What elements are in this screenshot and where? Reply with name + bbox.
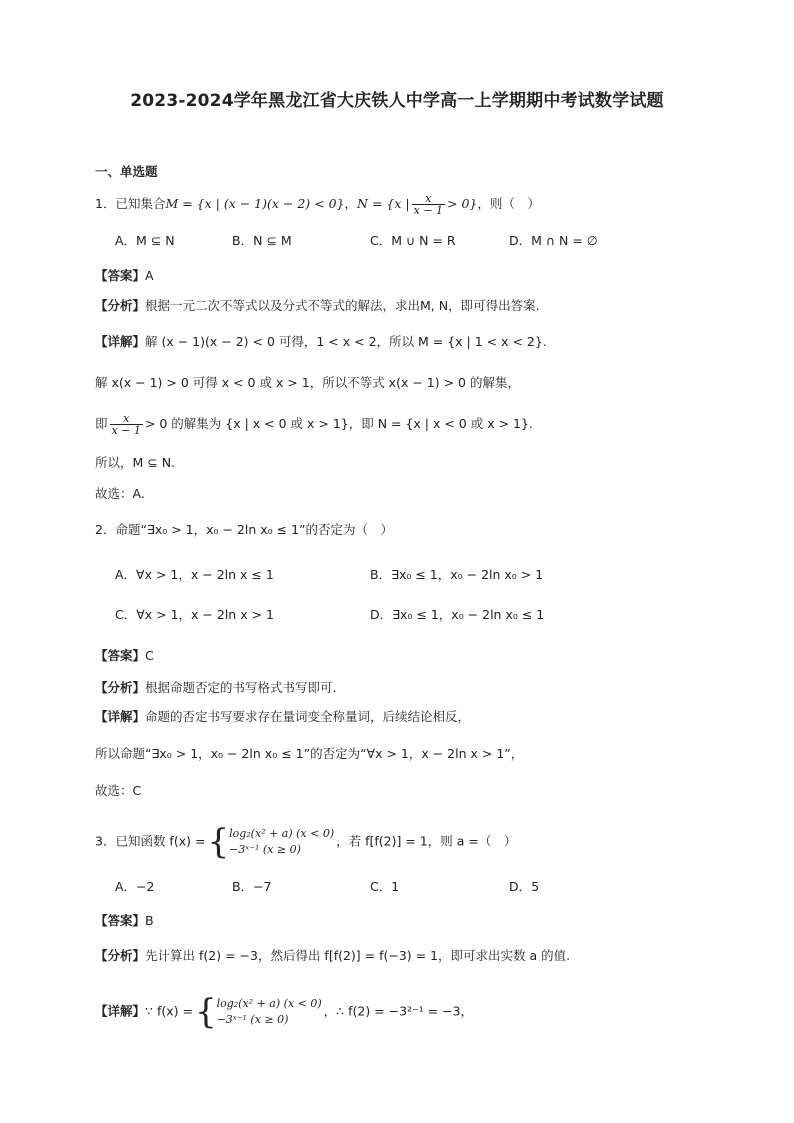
- q3-detail: 【详解】∵ f(x) ={ log₂(x² + a) (x < 0) −3ˣ⁻¹ (x ≥ 0) ，∴ f(2) = −3²⁻¹ = −3，: [95, 992, 474, 1032]
- section-heading: 一、单选题: [95, 164, 158, 179]
- q2-choose: 故选：C: [95, 783, 142, 798]
- q1-choose: 故选：A.: [95, 486, 145, 501]
- q2-detail-2: 所以命题“∃x₀ > 1，x₀ − 2ln x₀ ≤ 1”的否定为“∀x > 1，x − 2ln x > 1”，: [95, 746, 524, 761]
- piecewise-function: { log₂(x² + a) (x < 0) −3ˣ⁻¹ (x ≥ 0): [207, 822, 335, 862]
- q3-option-c: C．1: [370, 879, 400, 894]
- q1-detail-1: 【详解】解 (x − 1)(x − 2) < 0 可得，1 < x < 2，所以 M = {x | 1 < x < 2}.: [95, 334, 547, 349]
- q2-analysis: 【分析】根据命题否定的书写格式书写即可.: [95, 680, 337, 695]
- q3-analysis: 【分析】先计算出 f(2) = −3，然后得出 f[f(2)] = f(−3) = 1，即可求出实数 a 的值.: [95, 948, 571, 963]
- q1-option-a: A．M ⊆ N: [115, 233, 175, 248]
- q2-detail-1: 【详解】命题的否定书写要求存在量词变全称量词，后续结论相反，: [95, 709, 471, 724]
- q3-answer: 【答案】B: [95, 913, 154, 928]
- piecewise-function: { log₂(x² + a) (x < 0) −3ˣ⁻¹ (x ≥ 0): [194, 992, 322, 1032]
- q1-analysis: 【分析】根据一元二次不等式以及分式不等式的解法，求出M, N，即可得出答案.: [95, 298, 540, 313]
- q3-option-d: D．5: [509, 879, 540, 894]
- q1-option-c: C．M ∪ N = R: [370, 233, 456, 248]
- q3-option-b: B．−7: [232, 879, 272, 894]
- q3-option-a: A．−2: [115, 879, 155, 894]
- q1-detail-3: 即 $\frac{x}{x - 1}$ > 0 的解集为 {x | x < 0 或 x > 1}，即 N = {x | x < 0 或 x > 1}.: [95, 412, 533, 437]
- q1-detail-4: 所以，M ⊆ N.: [95, 455, 176, 470]
- q2-option-b: B．∃x₀ ≤ 1，x₀ − 2ln x₀ > 1: [370, 567, 544, 582]
- q1-answer: 【答案】A: [95, 268, 154, 283]
- q1-option-d: D．M ∩ N = ∅: [509, 233, 598, 248]
- q1-detail-2: 解 x(x − 1) > 0 可得 x < 0 或 x > 1，所以不等式 x(x − 1) > 0 的解集，: [95, 375, 520, 390]
- question-1-stem: 1．已知集合M = {x | (x − 1)(x − 2) < 0}，N = {x | $\frac{x}{x - 1}$ > 0}，则（ ）: [95, 192, 540, 217]
- q2-option-d: D．∃x₀ ≤ 1，x₀ − 2ln x₀ ≤ 1: [370, 607, 545, 622]
- q2-option-c: C．∀x > 1，x − 2ln x > 1: [115, 607, 274, 622]
- q2-answer: 【答案】C: [95, 648, 154, 663]
- q2-option-a: A．∀x > 1，x − 2ln x ≤ 1: [115, 567, 274, 582]
- question-2-stem: 2．命题“∃x₀ > 1，x₀ − 2ln x₀ ≤ 1”的否定为（ ）: [95, 522, 394, 537]
- page-title: 2023-2024学年黑龙江省大庆铁人中学高一上学期期中考试数学试题: [130, 91, 664, 111]
- q1-option-b: B．N ⊆ M: [232, 233, 292, 248]
- question-3-stem: 3．已知函数 f(x) ={ log₂(x² + a) (x < 0) −3ˣ⁻¹ (x ≥ 0) ，若 f[f(2)] = 1，则 a =（ ）: [95, 822, 517, 862]
